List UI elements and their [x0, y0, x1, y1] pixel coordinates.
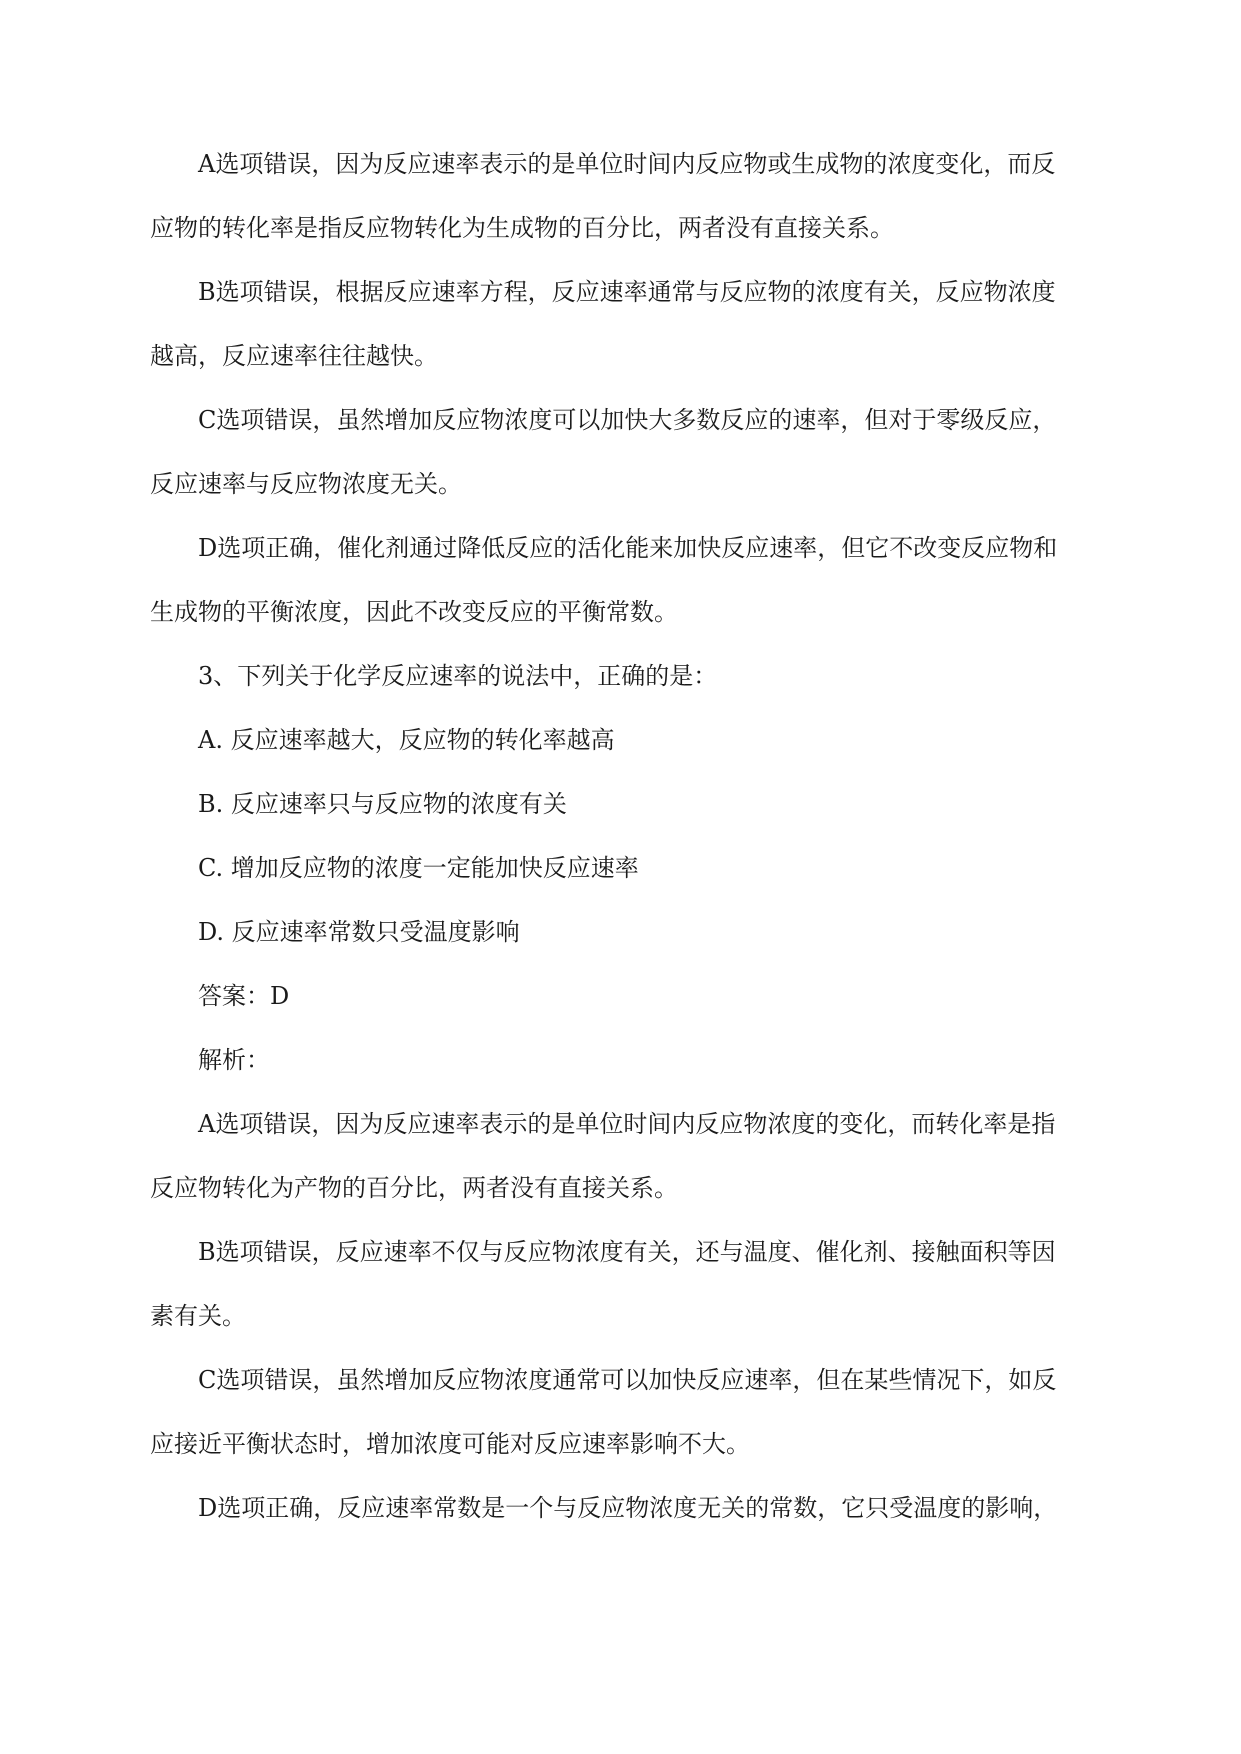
paragraph-c-explanation-2: C选项错误，虽然增加反应物浓度通常可以加快反应速率，但在某些情况下，如反 应接近平衡状态时，增加浓度可能对反应速率影响不大。: [150, 1366, 1057, 1458]
option-b: B. 反应速率只与反应物的浓度有关: [198, 790, 567, 818]
paragraph-b-explanation-2: B选项错误，反应速率不仅与反应物浓度有关，还与温度、催化剂、接触面积等因 素有关。: [150, 1238, 1056, 1330]
paragraph-d-explanation-2: D选项正确，反应速率常数是一个与反应物浓度无关的常数，它只受温度的影响，: [198, 1494, 1058, 1522]
analysis-heading: 解析：: [198, 1046, 270, 1074]
paragraph-c-explanation-1: C选项错误，虽然增加反应物浓度可以加快大多数反应的速率，但对于零级反应， 反应速率与反应物浓度无关。: [150, 406, 1057, 498]
option-a: A. 反应速率越大，反应物的转化率越高: [198, 726, 615, 754]
paragraph-d-explanation-1: D选项正确，催化剂通过降低反应的活化能来加快反应速率，但它不改变反应物和 生成物的平衡浓度，因此不改变反应的平衡常数。: [150, 534, 1058, 626]
paragraph-a-explanation-2: A选项错误，因为反应速率表示的是单位时间内反应物浓度的变化，而转化率是指 反应物转化为产物的百分比，两者没有直接关系。: [150, 1110, 1056, 1202]
option-c: C. 增加反应物的浓度一定能加快反应速率: [198, 854, 639, 882]
paragraph-a-explanation-1: A选项错误，因为反应速率表示的是单位时间内反应物或生成物的浓度变化，而反 应物的转化率是指反应物转化为生成物的百分比，两者没有直接关系。: [150, 150, 1056, 242]
answer-line: 答案：D: [198, 982, 290, 1010]
option-d: D. 反应速率常数只受温度影响: [198, 918, 520, 946]
paragraph-b-explanation-1: B选项错误，根据反应速率方程，反应速率通常与反应物的浓度有关，反应物浓度 越高，反应速率往往越快。: [150, 278, 1056, 370]
question-3-stem: 3、下列关于化学反应速率的说法中，正确的是：: [198, 662, 718, 690]
document-body: [150, 132, 1095, 1540]
